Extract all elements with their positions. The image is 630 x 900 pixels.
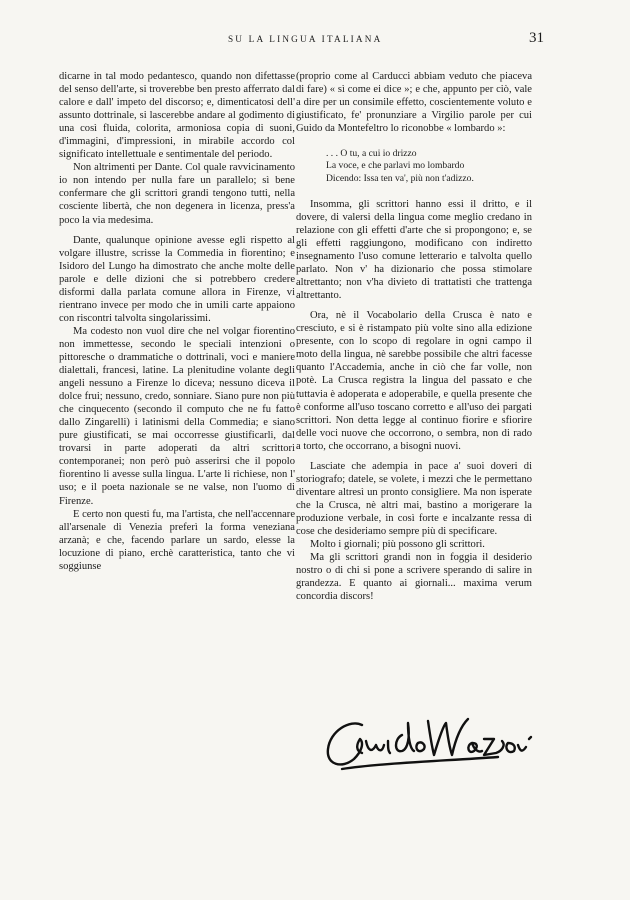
paragraph: Non altrimenti per Dante. Col quale ravvicinamento io non intendo per nulla fare un parallelo; sì bene confermare che gli scrittori grandi tengono tutti, nella cosciente libertà, che non degenera in licenza, press'a poco la via medesima. [59, 162, 295, 226]
running-title: SU LA LINGUA ITALIANA [228, 34, 383, 44]
verse-line: La voce, e che parlavi mo lombardo [326, 160, 465, 172]
paragraph: Lasciate che adempia in pace a' suoi doveri di storiografo; datele, se volete, i mezzi che le permettano diventare altresì un pronto consigliere. Ma non isperate che la Crusca, nè altri mai, bastino a morigerare la produzione verbale, in così forte e incalzante ressa di cose che desideriamo sempre più di specificare. [296, 460, 532, 537]
paragraph: dicarne in tal modo pedantesco, quando non difettasse del senso dell'arte, si troverebbe ben presto afferrato dal calore e dall' impeto del discorso; e, dimenticatosi dell' assunto dottrinale, si lascerebbe andare al godimento di una così fluida, colorita, armoniosa copia di suoni, d'immagini, d'impressioni, in mirabile accordo col significato intellettuale e sentimentale del periodo. [59, 71, 295, 161]
paragraph: (proprio come al Carducci abbiam veduto che piaceva di fare) « sì come ei dice »; e che, appunto per ciò, vale a dire per un consimile effetto, coscientemente voluto e giustificato, fe' pronunziare a Virgilio parole per cui Guido da Montefeltro lo riconobbe « lombardo »: [296, 71, 532, 135]
paragraph: Ora, nè il Vocabolario della Crusca è nato e cresciuto, e si è ristampato più volte sino alla edizione presente, con lo scopo di regolare in ogni campo il moto della lingua, nè sarebbe possibile che altri facesse quanto l'Accademia, anche in ciò che far volle, non potè. La Crusca registra la lingua del passato e che tuttavia è adoperata e adoperabile, e quella presente che è conforme all'uso toscano corretto e all'uso dei pargati scrittori. Non detta legge al continuo fiorire e sfiorire delle voci nuove che occorrono, o sembra, non di rado a torto, che occorrano, a bisogni nuovi. [296, 310, 532, 452]
paragraph: Dante, qualunque opinione avesse egli rispetto al volgare illustre, scrisse la Commedia in fiorentino; e Isidoro del Lungo ha dimostrato che anche molte delle parole e delle dizioni che si potrebbero credere disformi dalla parlata comune allora in Firenze, vi rientrano invece per modo che in umili carte appaiono con riscontri talvolta singolarissimi. [59, 234, 295, 324]
verse-line: . . . O tu, a cui io drizzo [326, 148, 417, 160]
handwritten-signature [322, 705, 537, 785]
paragraph: Ma gli scrittori grandi non in foggia il desiderio nostro o di chi si pone a scrivere sperando di salire in grandezza. E quanto ai giornali... maxima verum concordia discors! [296, 552, 532, 603]
verse-line: Dicendo: Issa ten va', più non t'adizzo. [326, 172, 474, 184]
right-column [296, 70, 532, 603]
verse-quote [326, 148, 532, 185]
page-number: 31 [529, 30, 544, 46]
left-column [59, 70, 295, 573]
paragraph: Ma codesto non vuol dire che nel volgar fiorentino non immettesse, secondo le speciali intenzioni o pittoresche o drammatiche o dottrinali, voci e maniere dialettali, francesi, latine. La plenitudine volante degli angeli nessuno a Firenze lo diceva; nessuno diceva il dolce frui; nessuno, credo, sonniare. Siano pure non più che cinquecento (secondo il computo che ne fu fatto dallo Zingarelli) i latinismi della Commedia; e siano pure giustificati, se mai occorresse giustificarli, dal trovarsi in parte adoperati da altri scrittori contemporanei; non però può asserirsi che il popolo fiorentino li avesse sulla lingua. L'arte li richiese, non l' uso; e il poeta nazionale se ne valse, non l'uomo di Firenze. [59, 325, 295, 507]
paragraph: Insomma, gli scrittori hanno essi il dritto, e il dovere, di valersi della lingua come meglio credano in relazione con gli effetti d'arte che si propongono; e, se gli effetti raggiungono, modificano con indiretto insegnamento l'uso comune letterario e talvolta quello parlato. Non v' ha dizionario che possa stimolare altrettanto; non v'ha divieto di trattatisti che trattenga altrettanto. [296, 198, 532, 302]
page-header [58, 30, 544, 51]
paragraph: E certo non questi fu, ma l'artista, che nell'accennare all'arsenale di Venezia preferì la forma veneziana arzanà; e che, facendo parlare un sardo, elesse la locuzione di piano, erchè caratteristica, tanto che vi soggiunse [59, 508, 295, 572]
paragraph: Molto i giornali; più possono gli scrittori. [310, 539, 485, 551]
